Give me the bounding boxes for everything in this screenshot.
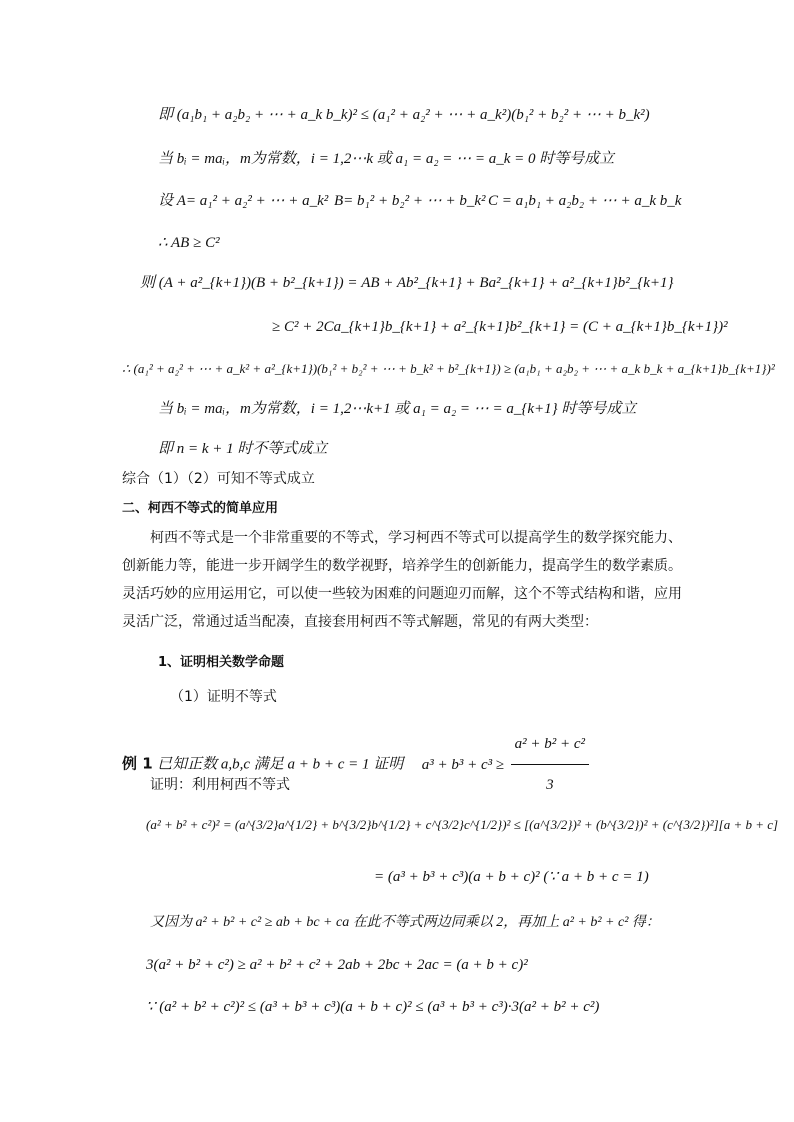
proof-eq1: (a² + b² + c²)² = (a^{3/2}a^{1/2} + b^{3/2}b^{1/2} + c^{3/2}c^{1/2})² ≤ [(a^{3/2})² + (b^{3/2})² + (c^{3/2})²][a + b + c] (146, 817, 779, 832)
expansion-step: 则 (A + a²_{k+1})(B + b²_{k+1}) = AB + Ab²_{k+1} + Ba²_{k+1} + a²_{k+1}b²_{k+1} (140, 275, 674, 291)
proof-eq5: ∵ (a² + b² + c²)² ≤ (a³ + b³ + c³)(a + b + c)² ≤ (a³ + b³ + c³)·3(a² + b² + c²) (146, 999, 600, 1015)
conclusion-line: 综合（1）（2）可知不等式成立 (122, 471, 315, 487)
inequality-k-plus-1: ∴ (a₁² + a₂² + ⋯ + a_k² + a²_{k+1})(b₁² + b₂² + ⋯ + b_k² + b²_{k+1}) ≥ (a₁b₁ + a₂b₂ + ⋯ + a_k b_k + a_{k+1}b_{k+1})² (122, 361, 775, 376)
define-a: 设 A= a₁² + a₂² + ⋯ + a_k² (158, 193, 329, 209)
subsubheading: （1）证明不等式 (170, 689, 277, 705)
proof-eq2: = (a³ + b³ + c³)(a + b + c)² (∵ a + b + c = 1) (374, 869, 649, 885)
define-b: B= b₁² + b₂² + ⋯ + b_k² (334, 193, 486, 209)
bound-step: ≥ C² + 2Ca_{k+1}b_{k+1} + a²_{k+1}b²_{k+1} = (C + a_{k+1}b_{k+1})² (272, 319, 728, 335)
equality-condition-k-plus-1: 当 bᵢ = maᵢ，m为常数，i = 1,2⋯k+1 或 a₁ = a₂ = ⋯ = a_{k+1} 时等号成立 (158, 401, 637, 417)
ab-geq-c2: ∴ AB ≥ C² (158, 235, 220, 251)
proof-eq3: 又因为 a² + b² + c² ≥ ab + bc + ca 在此不等式两边同乘以 2，再加上 a² + b² + c² 得： (150, 915, 660, 930)
subheading: 1、证明相关数学命题 (158, 655, 285, 670)
proof-intro: 证明：利用柯西不等式 (150, 777, 290, 793)
cauchy-inequality-k: 即 (a₁b₁ + a₂b₂ + ⋯ + a_k b_k)² ≤ (a₁² + a₂² + ⋯ + a_k²)(b₁² + b₂² + ⋯ + b_k²) (158, 107, 650, 123)
claim-left: a³ + b³ + c³ ≥ (421, 756, 505, 773)
paragraph-text: 柯西不等式是一个非常重要的不等式，学习柯西不等式可以提高学生的数学探究能力、创新能力等，能进一步开阔学生的数学视野，培养学生的创新能力，提高学生的数学素质。灵活巧妙的应用运用它，可以使一些较为困难的问题迎刃而解，这个不等式结构和谐，应用灵活广泛，常通过适当配凑，直接套用柯西不等式解题，常见的有两大类型： (122, 530, 682, 630)
n-equals-k-plus-1: 即 n = k + 1 时不等式成立 (158, 441, 328, 457)
proof-eq4: 3(a² + b² + c²) ≥ a² + b² + c² + 2ab + 2bc + 2ac = (a + b + c)² (146, 957, 528, 973)
section-paragraph (122, 524, 682, 636)
section-heading: 二、柯西不等式的简单应用 (122, 501, 279, 516)
example-text: 已知正数 a,b,c 满足 a + b + c = 1 证明 (157, 756, 404, 773)
claim-numerator: a² + b² + c² (511, 724, 589, 765)
claim-fraction (511, 724, 589, 805)
equality-condition-k: 当 bᵢ = maᵢ，m为常数，i = 1,2⋯k 或 a₁ = a₂ = ⋯ = a_k = 0 时等号成立 (158, 151, 615, 167)
example-label: 例 1 (122, 754, 153, 773)
claim-denominator: 3 (546, 777, 554, 793)
define-c: C = a₁b₁ + a₂b₂ + ⋯ + a_k b_k (488, 193, 682, 209)
